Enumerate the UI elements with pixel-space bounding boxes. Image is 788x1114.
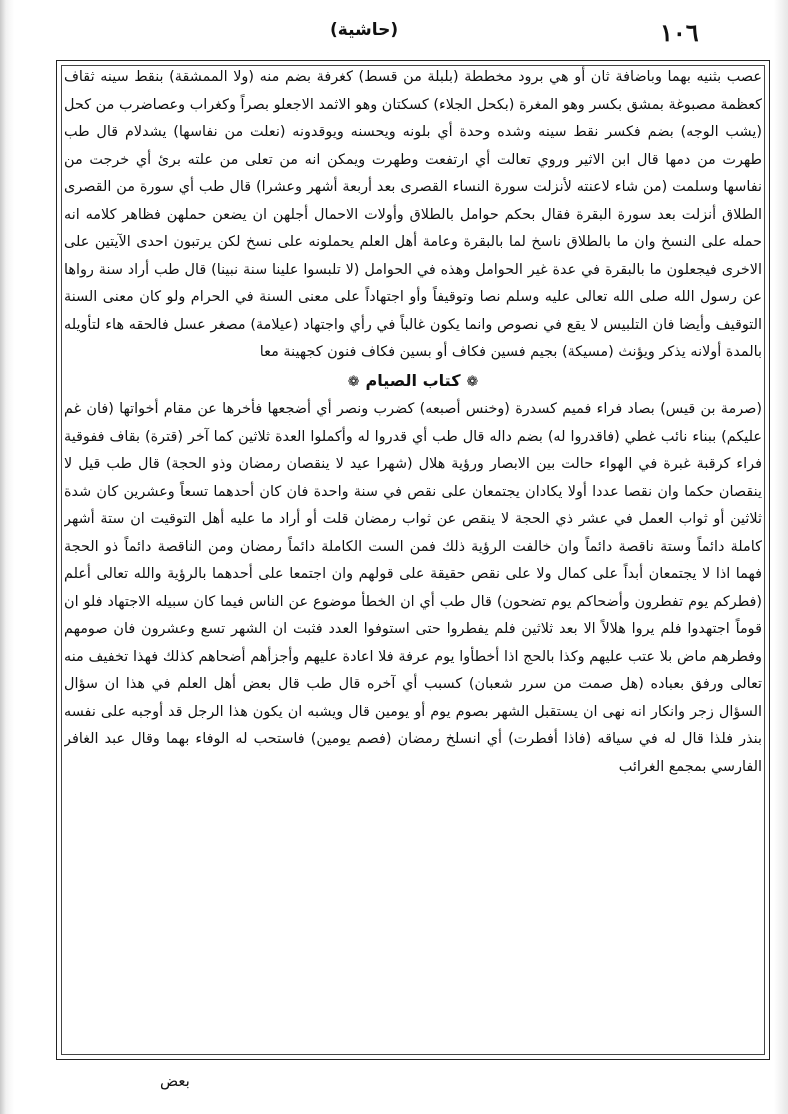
section-heading <box>64 367 762 397</box>
page-header <box>0 14 788 54</box>
commentary-paragraph-2: (صرمة بن قيس) بصاد فراء فميم كسدرة (وخنس أصبعه) كضرب ونصر أي أضجعها فأخرها عن مقام أخواتها (فان غم عليكم) ببناء نائب غطي (فاقدروا له) بضم داله قال طب أي قدروا له وأكملوا العدة ثلاثين كما آخر (قترة) بقاف ففوقية فراء كرقبة غبرة في الهواء حالت بين الابصار ورؤية هلال (شهرا عيد لا ينقصان رمضان وذو الحجة) قال طب قيل لا ينقصان حكما وان نقصا عددا أولا يكادان يجتمعان على نقص في سنة واحدة فان كان أحدهما تسعاً وعشرين كان شدة ثلاثين أو ثواب العمل في عشر ذي الحجة لا ينقص عن ثواب رمضان قلت أو أراد ما عليه أهل التوقيت ان ستة أشهر كاملة دائماً وستة ناقصة دائماً وان خالفت الرؤية ذلك فمن الست الكاملة دائماً رمضان ومن الناقصة دائماً ذو الحجة فهما اذا لا يجتمعان أبداً على كمال ولا على نقص حقيقة على قولهم وان اجتمعا على أحدهما بالرؤية والله تعالى أعلم (فطركم يوم تفطرون وأضحاكم يوم تضحون) قال طب أي ان الخطأ موضوع عن الناس فيما كان سبيله الاجتهاد فلو ان قوماً اجتهدوا فلم يروا هلالاً الا بعد ثلاثين فلم يفطروا حتى استوفوا العدد فثبت ان الشهر تسع وعشرون فان صومهم وفطرهم ماض بلا عتب عليهم وكذا بالحج اذا أخطأوا يوم عرفة فلا اعادة عليهم وأجزأهم أضحاهم كذلك فهذا تخفيف منه تعالى ورفق بعباده (هل صمت من سرر شعبان) كسبب أي آخره قال طب قال بعض أهل العلم في هذا ان سؤال السؤال زجر وانكار انه نهى ان يستقبل الشهر بصوم يوم أو يومين قال ويشبه ان يكون هذا الرجل قد أوجبه على نفسه بنذر فلذا قال له في سياقه (فاذا أفطرت) أي انسلخ رمضان (فصم يومين) فاستحب له الوفاء بهما وقال عبد الغافر الفارسي بمجمع الغرائب <box>64 401 762 775</box>
ornament-icon: ❁ <box>347 373 360 390</box>
section-title: كتاب الصيام <box>365 370 461 390</box>
page-number: ١٠٦ <box>660 18 699 47</box>
running-head: (حاشية) <box>330 20 399 40</box>
catchword: بعض <box>160 1072 190 1090</box>
ornament-icon: ❁ <box>466 373 479 390</box>
main-text <box>64 64 762 1054</box>
commentary-paragraph-1: عصب بثنيه بهما وباضافة ثان أو هي برود مخططة (بلبلة من قسط) كغرفة بضم منه (ولا الممشقة) بنقط سينه ثقاف كعظمة مصبوغة بمشق بكسر وهو المغرة (بكحل الجلاء) كسكتان وهو الاثمد الاجعلو بصراً وكغراب وعصاضرب من كحل (يشب الوجه) بضم فكسر نقط سينه وشده وحدة أي بلونه ويحسنه ويوقدونه (نعلت من نفاسها) يشدلام قال طب طهرت من دمها قال ابن الاثير وروي تعالت أي ارتفعت وطهرت ويمكن انه من تعلى من علته برئ أي خرجت من نفاسها وسلمت (من شاء لاعنته لأنزلت سورة النساء القصرى بعد أربعة أشهر وعشرا) قال طب أي سورة من القصرى الطلاق أنزلت بعد سورة البقرة فقال بحكم حوامل بالطلاق وأولات الاحمال أجلهن ان يضعن حملهن فظاهر كلامه انه حمله على النسخ وان ما بالطلاق ناسخ لما بالبقرة وعامة أهل العلم يحملونه على نسخ لكن يرتبون احدى الآيتين على الاخرى فيجعلون ما بالبقرة في عدة غير الحوامل وهذه في الحوامل (لا تلبسوا علينا سنة نبينا) قال طب أراد سنة رواها عن رسول الله صلى الله تعالى عليه وسلم نصا وتوقيفاً وأو اجتهاداً على معنى السنة في الحرام ولو كان معنى السنة التوقيف وأيضا فان التلبيس لا يقع في نصوص وانما يكون غالباً في رأي واجتهاد (عيلامة) مصغر عسل فالحقه هاء لتأويله بالمدة أولانه يذكر ويؤنث (مسيكة) بجيم فسين فكاف أو بسين فكاف فنون كجهينة معا <box>64 69 762 360</box>
